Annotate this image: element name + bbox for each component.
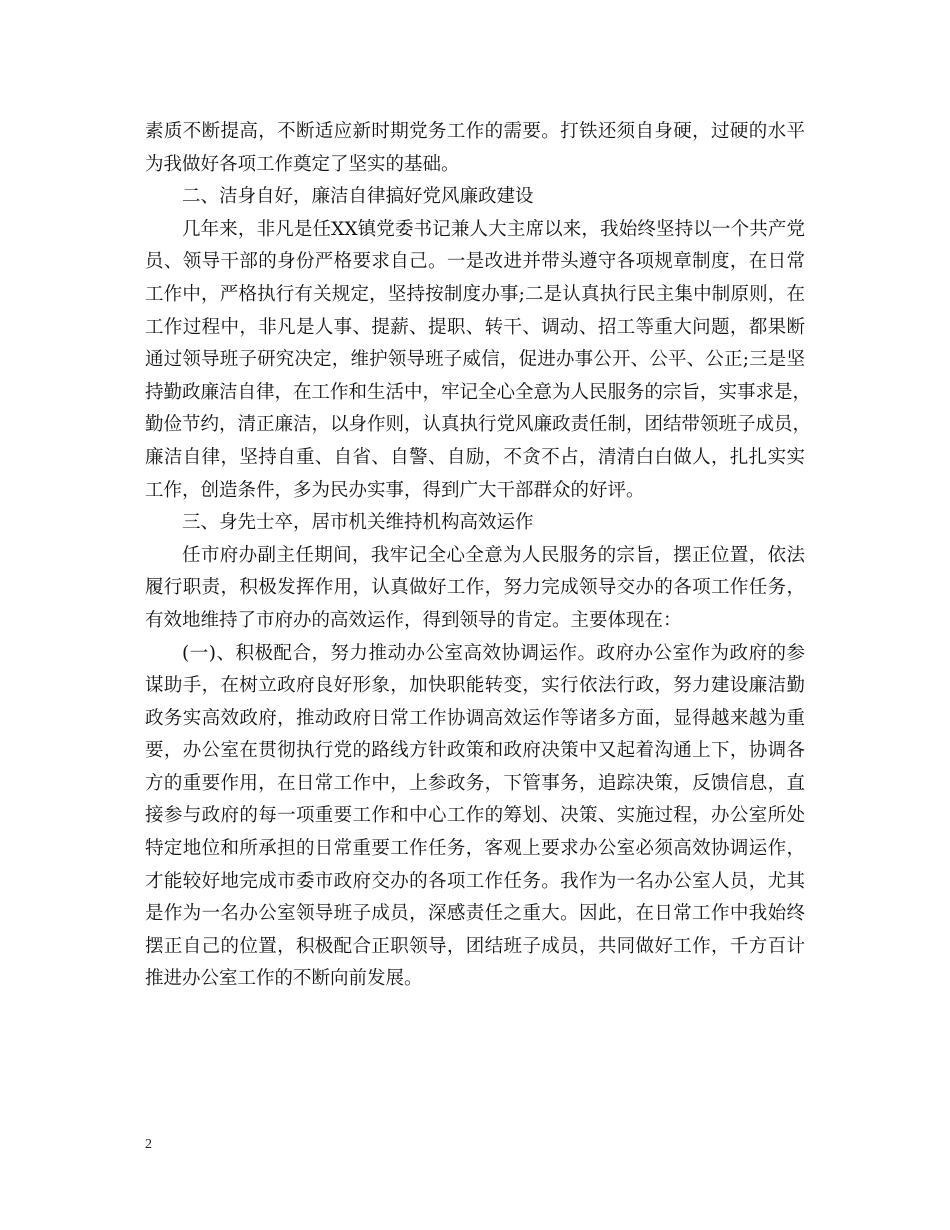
text-line: (一)、积极配合，努力推动办公室高效协调运作。政府办公室作为政府的参 bbox=[182, 642, 805, 664]
text-line: 要，办公室在贯彻执行党的路线方针政策和政府决策中又起着沟通上下，协调各 bbox=[145, 740, 805, 762]
text-line: 特定地位和所承担的日常重要工作任务，客观上要求办公室必须高效协调运作， bbox=[145, 838, 805, 860]
page-number: 2 bbox=[145, 1137, 152, 1152]
text-line: 持勤政廉洁自律，在工作和生活中，牢记全心全意为人民服务的宗旨，实事求是， bbox=[145, 381, 812, 403]
text-line: 几年来，非凡是任XX镇党委书记兼人大主席以来，我始终坚持以一个共产党 bbox=[182, 218, 805, 240]
text-line: 履行职责，积极发挥作用，认真做好工作，努力完成领导交办的各项工作任务， bbox=[145, 577, 805, 599]
text-line: 为我做好各项工作奠定了坚实的基础。 bbox=[145, 153, 460, 175]
text-line: 是作为一名办公室领导班子成员，深感责任之重大。因此，在日常工作中我始终 bbox=[145, 903, 805, 925]
text-line: 工作，创造条件，多为民办实事，得到广大干部群众的好评。 bbox=[145, 479, 645, 501]
text-line: 通过领导班子研究决定，维护领导班子威信，促进办事公开、公平、公正;三是坚 bbox=[145, 349, 805, 371]
document-body bbox=[145, 116, 812, 996]
text-line: 政务实高效政府，推动政府日常工作协调高效运作等诸多方面，显得越来越为重 bbox=[145, 707, 805, 729]
text-line: 接参与政府的每一项重要工作和中心工作的筹划、决策、实施过程，办公室所处 bbox=[145, 805, 805, 827]
text-line: 推进办公室工作的不断向前发展。 bbox=[145, 968, 423, 990]
text-line: 二、洁身自好，廉洁自律搞好党风廉政建设 bbox=[182, 186, 534, 208]
text-line: 素质不断提高，不断适应新时期党务工作的需要。打铁还须自身硬，过硬的水平 bbox=[145, 121, 805, 142]
text-line: 工作中，严格执行有关规定，坚持按制度办事;二是认真执行民主集中制原则，在 bbox=[145, 283, 805, 305]
text-line: 工作过程中，非凡是人事、提薪、提职、转干、调动、招工等重大问题，都果断 bbox=[145, 316, 805, 338]
text-line: 有效地维持了市府办的高效运作，得到领导的肯定。主要体现在： bbox=[145, 609, 682, 631]
text-line: 摆正自己的位置，积极配合正职领导，团结班子成员，共同做好工作，千方百计 bbox=[145, 935, 805, 957]
text-line: 勤俭节约，清正廉洁，以身作则，认真执行党风廉政责任制，团结带领班子成员， bbox=[145, 414, 812, 436]
text-line: 三、身先士卒，居市机关维持机构高效运作 bbox=[182, 512, 534, 534]
text-line: 谋助手，在树立政府良好形象，加快职能转变，实行依法行政，努力建设廉洁勤 bbox=[145, 675, 805, 697]
text-line: 廉洁自律，坚持自重、自省、自警、自励，不贪不占，清清白白做人，扎扎实实 bbox=[145, 446, 805, 468]
text-line: 任市府办副主任期间，我牢记全心全意为人民服务的宗旨，摆正位置，依法 bbox=[182, 544, 805, 566]
text-line: 方的重要作用，在日常工作中，上参政务，下管事务，追踪决策，反馈信息，直 bbox=[145, 772, 805, 794]
text-line: 才能较好地完成市委市政府交办的各项工作任务。我作为一名办公室人员，尤其 bbox=[145, 870, 805, 892]
text-line: 员、领导干部的身份严格要求自己。一是改进并带头遵守各项规章制度，在日常 bbox=[145, 251, 805, 273]
